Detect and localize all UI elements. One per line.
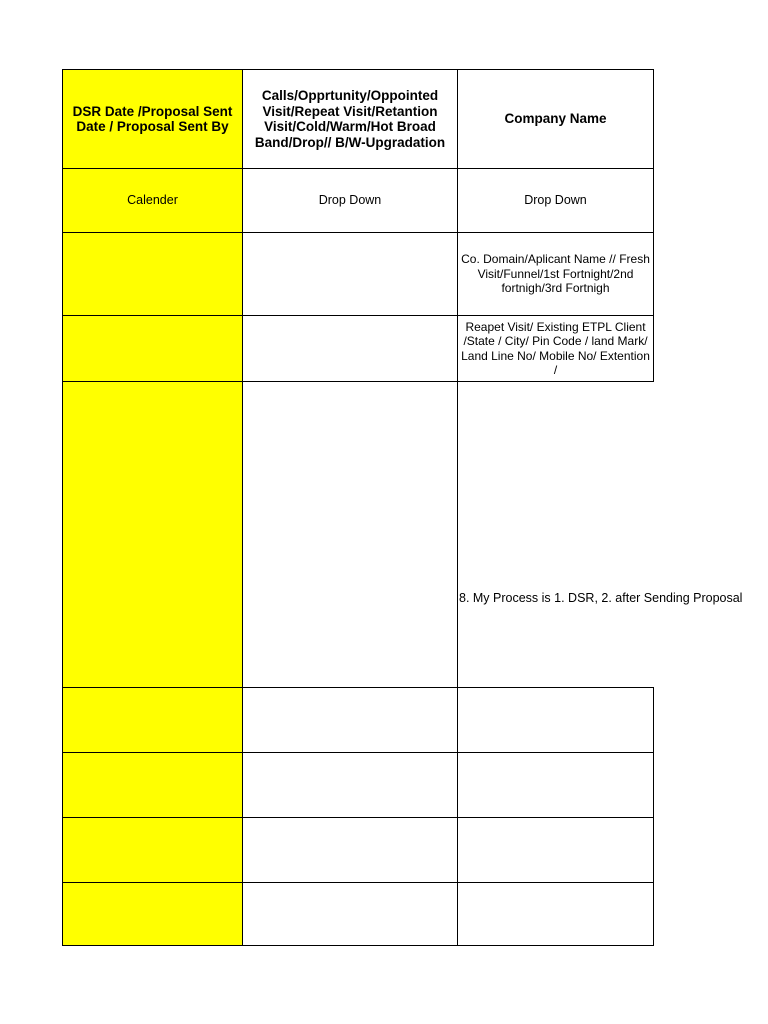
cell-row4-col1[interactable] (62, 315, 243, 382)
cell-row5-col1[interactable] (62, 381, 243, 688)
cell-company-dropdown[interactable] (457, 168, 654, 233)
cell-row8-col3[interactable] (457, 817, 654, 883)
header-dsr-date[interactable] (62, 69, 243, 169)
cell-row4-col2[interactable] (242, 315, 458, 382)
cell-call-type-dropdown-text: Drop Down (318, 193, 382, 207)
cell-row4-col3[interactable] (457, 315, 654, 382)
header-call-type[interactable] (242, 69, 458, 169)
header-company-name-label: Company Name (504, 111, 607, 127)
cell-row8-col1[interactable] (62, 817, 243, 883)
cell-row8-col2[interactable] (242, 817, 458, 883)
cell-row3-col3-text: Co. Domain/Aplicant Name // Fresh Visit/Funnel/1st Fortnight/2nd fortnigh/3rd Fortnigh (461, 252, 650, 296)
header-call-type-label: Calls/Opprtunity/Oppointed Visit/Repeat Visit/Retantion Visit/Cold/Warm/Hot Broad Band/Drop// B/W-Upgradation (254, 88, 446, 150)
header-dsr-date-label: DSR Date /Proposal Sent Date / Proposal Sent By (72, 103, 233, 134)
cell-row3-col1[interactable] (62, 232, 243, 316)
cell-row6-col3[interactable] (457, 687, 654, 753)
cell-row4-col3-text: Reapet Visit/ Existing ETPL Client /State / City/ Pin Code / land Mark/ Land Line No/ Mobile No/ Extention / (461, 319, 650, 377)
cell-row9-col2[interactable] (242, 882, 458, 946)
cell-row3-col3[interactable] (457, 232, 654, 316)
cell-row7-col2[interactable] (242, 752, 458, 818)
cell-row5-overflow-text: 8. My Process is 1. DSR, 2. after Sending Proposal (459, 591, 743, 605)
header-company-name[interactable] (457, 69, 654, 169)
cell-row6-col1[interactable] (62, 687, 243, 753)
cell-row9-col1[interactable] (62, 882, 243, 946)
cell-row7-col1[interactable] (62, 752, 243, 818)
cell-calender-text: Calender (127, 193, 178, 207)
cell-row7-col3[interactable] (457, 752, 654, 818)
cell-company-dropdown-text: Drop Down (524, 193, 587, 207)
cell-row6-col2[interactable] (242, 687, 458, 753)
cell-call-type-dropdown[interactable] (242, 168, 458, 233)
cell-row5-col3[interactable] (457, 381, 743, 688)
cell-calender[interactable] (62, 168, 243, 233)
cell-row3-col2[interactable] (242, 232, 458, 316)
cell-row9-col3[interactable] (457, 882, 654, 946)
cell-row5-col2[interactable] (242, 381, 458, 688)
